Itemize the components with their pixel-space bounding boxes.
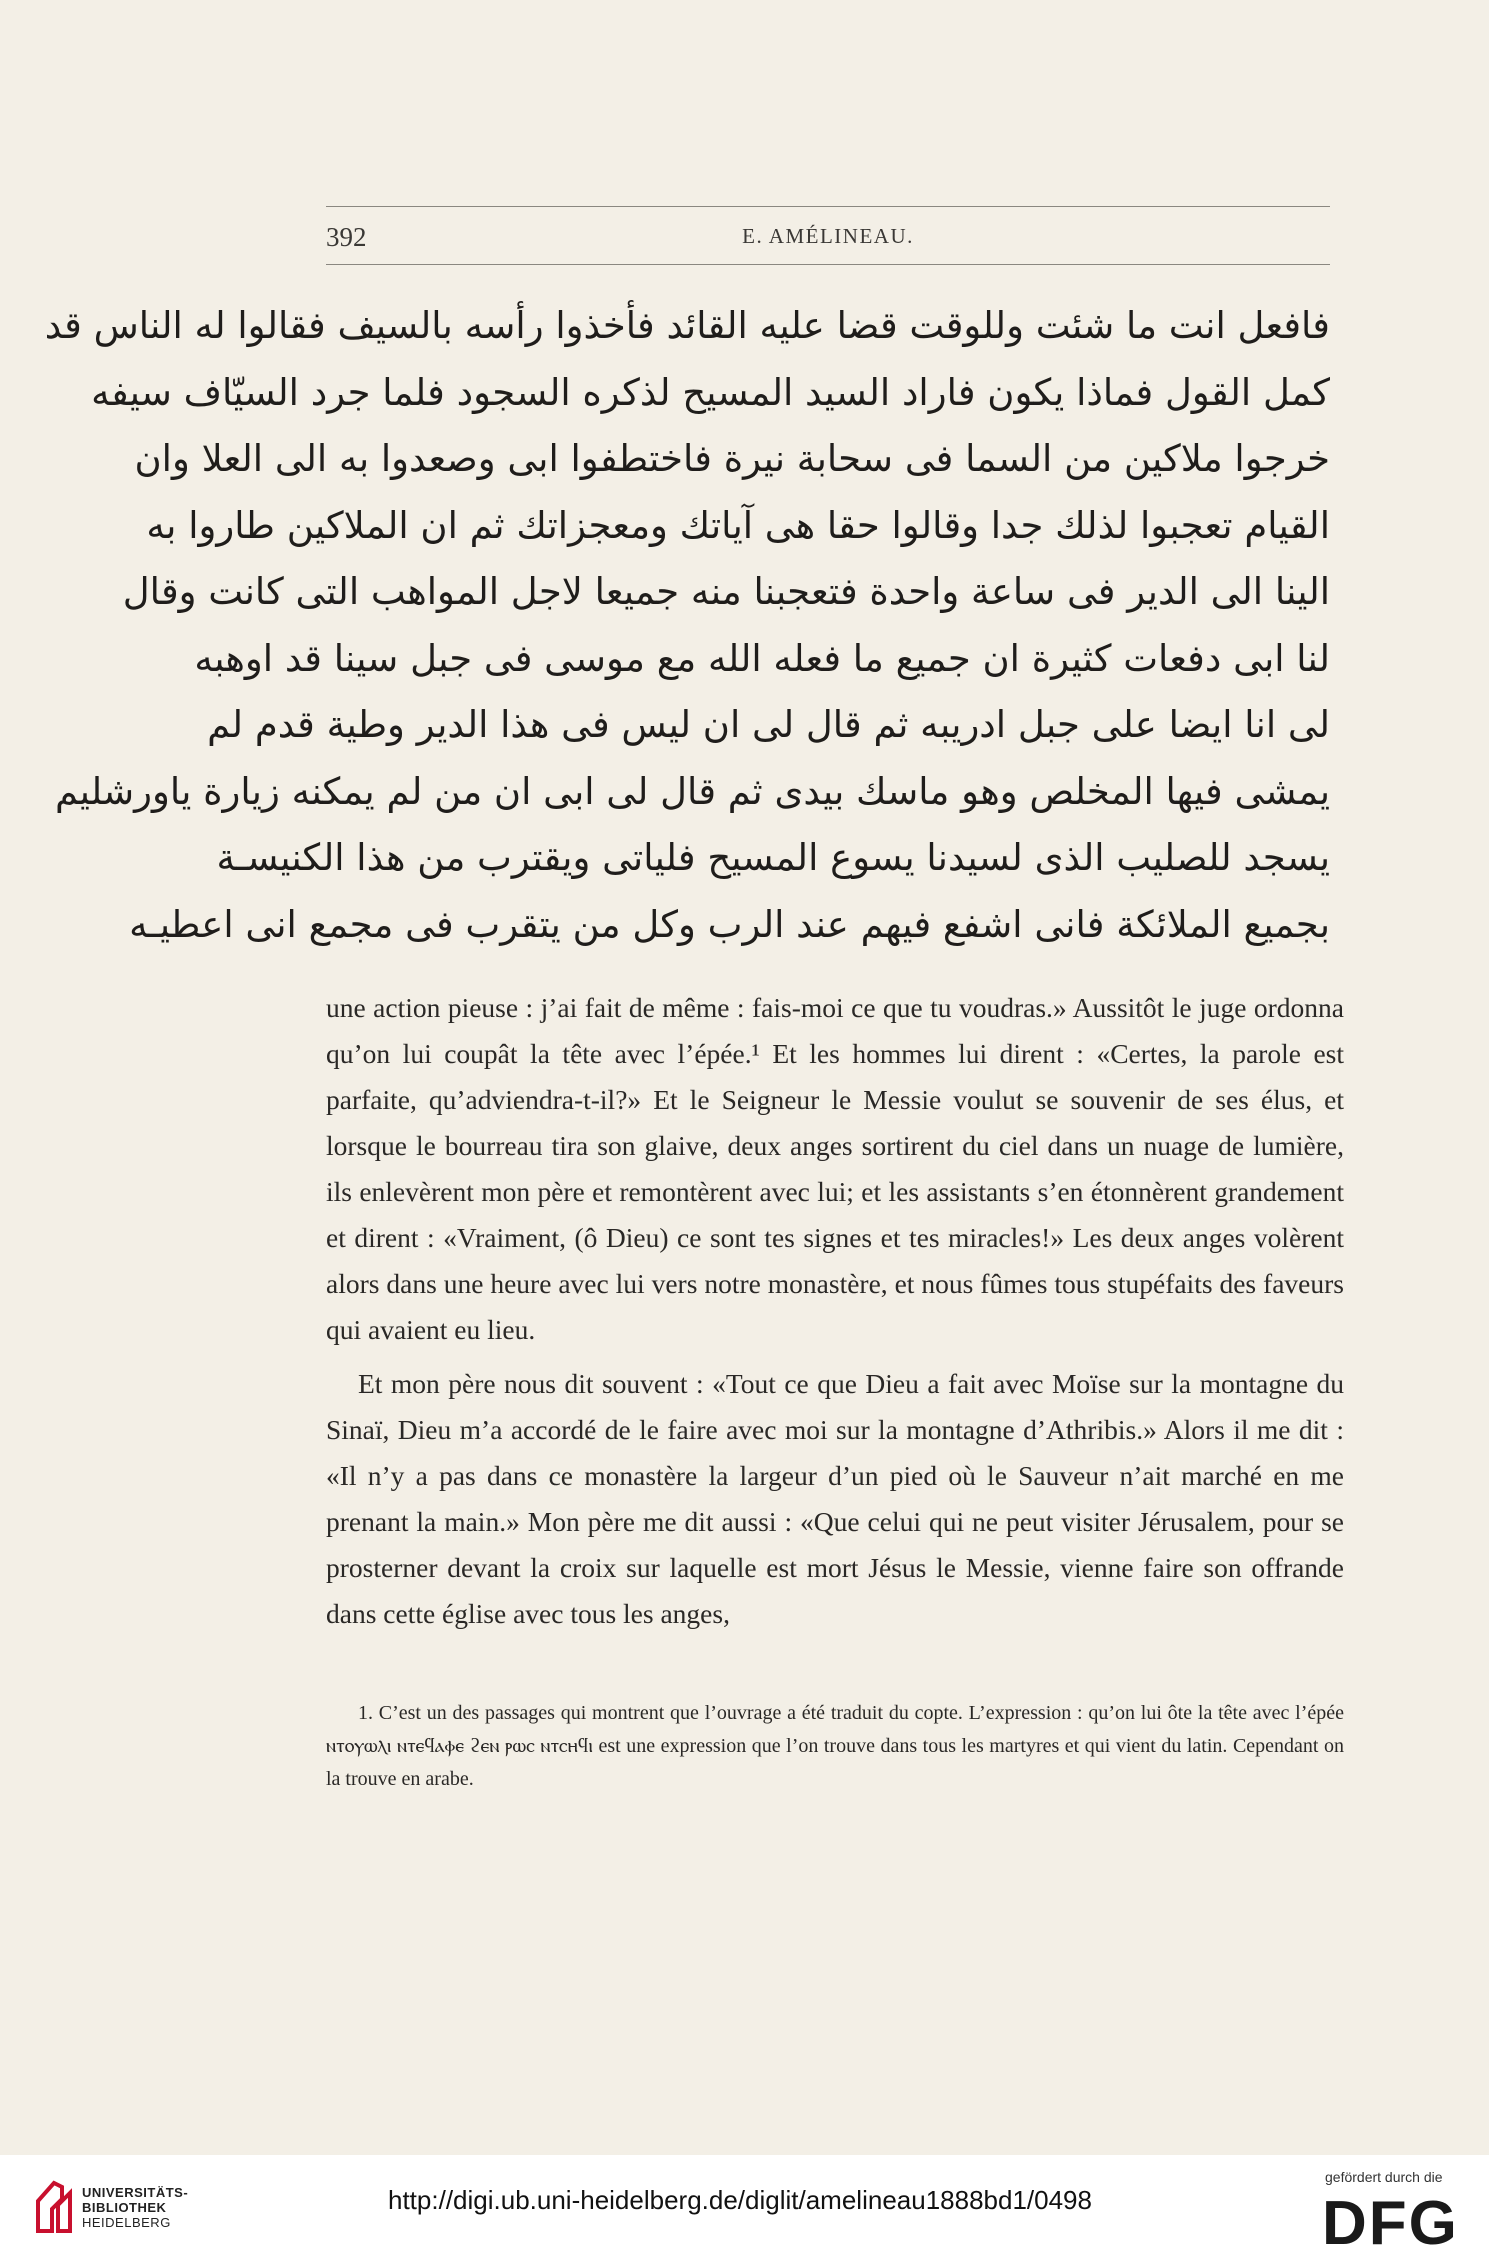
running-head: [326, 222, 1330, 262]
library-name-line: UNIVERSITÄTS-: [82, 2185, 189, 2200]
arabic-line: بجميع الملائكة فانى اشفع فيهم عند الرب وكل من يتقرب فى مجمع انى اعطيـه: [129, 902, 1330, 946]
arabic-line: يمشى فيها المخلص وهو ماسك بيدى ثم قال لى ابى ان من لم يمكنه زيارة ياورشليم: [55, 769, 1330, 813]
arabic-line: لنا ابى دفعات كثيرة ان جميع ما فعله الله مع موسى فى جبل سينا قد اوهبه: [194, 636, 1330, 680]
library-name: [82, 2185, 188, 2230]
university-library-logo-icon: [32, 2179, 76, 2235]
library-name-line: BIBLIOTHEK: [82, 2200, 167, 2215]
arabic-line: يسجد للصليب الذى لسيدنا يسوع المسيح فلياتى ويقترب من هذا الكنيسـة: [216, 836, 1330, 879]
french-paragraph-2: Et mon père nous dit souvent : «Tout ce que Dieu a fait avec Moïse sur la montagne du Sinaï, Dieu m’a accordé de le faire avec moi sur la montagne d’Athribis.» Alors il me dit : «Il n’y a pas dans ce monastère la largeur d’un pied où le Sauveur n’ait marché en me prenant la main.» Mon père me dit aussi : «Que celui qui ne peut visiter Jérusalem, pour se prosterner devant la croix sur laquelle est mort Jésus le Messie, vienne faire son offrande dans cette église avec tous les anges,: [326, 1368, 1344, 1629]
arabic-line: الينا الى الدير فى ساعة واحدة فتعجبنا منه جميعا لاجل المواهب التى كانت وقال: [122, 570, 1330, 613]
digitization-footer: [0, 2155, 1489, 2265]
page-number: 392: [326, 222, 367, 252]
arabic-line: القيام تعجبوا لذلك جدا وقالوا حقا هى آياتك ومعجزاتك ثم ان الملاكين طاروا به: [146, 503, 1330, 547]
footnote: 1. C’est un des passages qui montrent que l’ouvrage a été traduit du copte. L’expression : qu’on lui ôte la tête avec l’épée ⲛⲧⲟⲩⲱⲗⲓ ⲛⲧⲉϥⲁⲫⲉ ϩⲉⲛ ⲣⲱⲥ ⲛⲧⲥⲏϥⲓ est une expression que l’on trouve dans tous les martyres et qui vient du latin. Cependant on la trouve en arabe.: [326, 1702, 1344, 1790]
arabic-line: كمل القول فماذا يكون فاراد السيد المسيح لذكره السجود فلما جرد السيّاف سيفه: [91, 370, 1330, 414]
library-name-line: HEIDELBERG: [82, 2215, 171, 2230]
permalink-url[interactable]: http://digi.ub.uni-heidelberg.de/diglit/amelineau1888bd1/0498: [388, 2185, 1092, 2215]
arabic-line: لى انا ايضا على جبل ادريبه ثم قال لى ان ليس فى هذا الدير وطية قدم لم: [207, 703, 1330, 746]
french-paragraph-1: une action pieuse : j’ai fait de même : fais-moi ce que tu voudras.» Aussitôt le juge ordonna qu’on lui coupât la tête avec l’épée.¹ Et les hommes lui dirent : «Certes, la parole est parfaite, qu’adviendra-t-il?» Et le Seigneur le Messie voulut se souvenir de ses élus, et lorsque le bourreau tira son glaive, deux anges sortirent du ciel dans un nuage de lumière, ils enlevèrent mon père et remontèrent avec lui; et les assistants s’en étonnèrent grandement et dirent : «Vraiment, (ô Dieu) ce sont tes signes et tes miracles!» Les deux anges volèrent alors dans une heure avec lui vers notre monastère, et nous fûmes tous stupéfaits des faveurs qui avaient eu lieu.: [326, 992, 1344, 1345]
top-rule: [326, 206, 1330, 207]
funded-by-label: gefördert durch die: [1325, 2169, 1443, 2185]
french-translation: [326, 985, 1344, 1637]
arabic-text-block: [44, 293, 1330, 958]
header-rule: [326, 264, 1330, 265]
running-head-author: E. AMÉLINEAU.: [742, 224, 914, 248]
arabic-line: خرجوا ملاكين من السما فى سحابة نيرة فاختطفوا ابى وصعدوا به الى العلا وان: [134, 437, 1330, 480]
dfg-logo: DFG: [1322, 2189, 1459, 2258]
arabic-line: فافعل انت ما شئت وللوقت قضا عليه القائد فأخذوا رأسه بالسيف فقالوا له الناس قد: [44, 304, 1330, 347]
